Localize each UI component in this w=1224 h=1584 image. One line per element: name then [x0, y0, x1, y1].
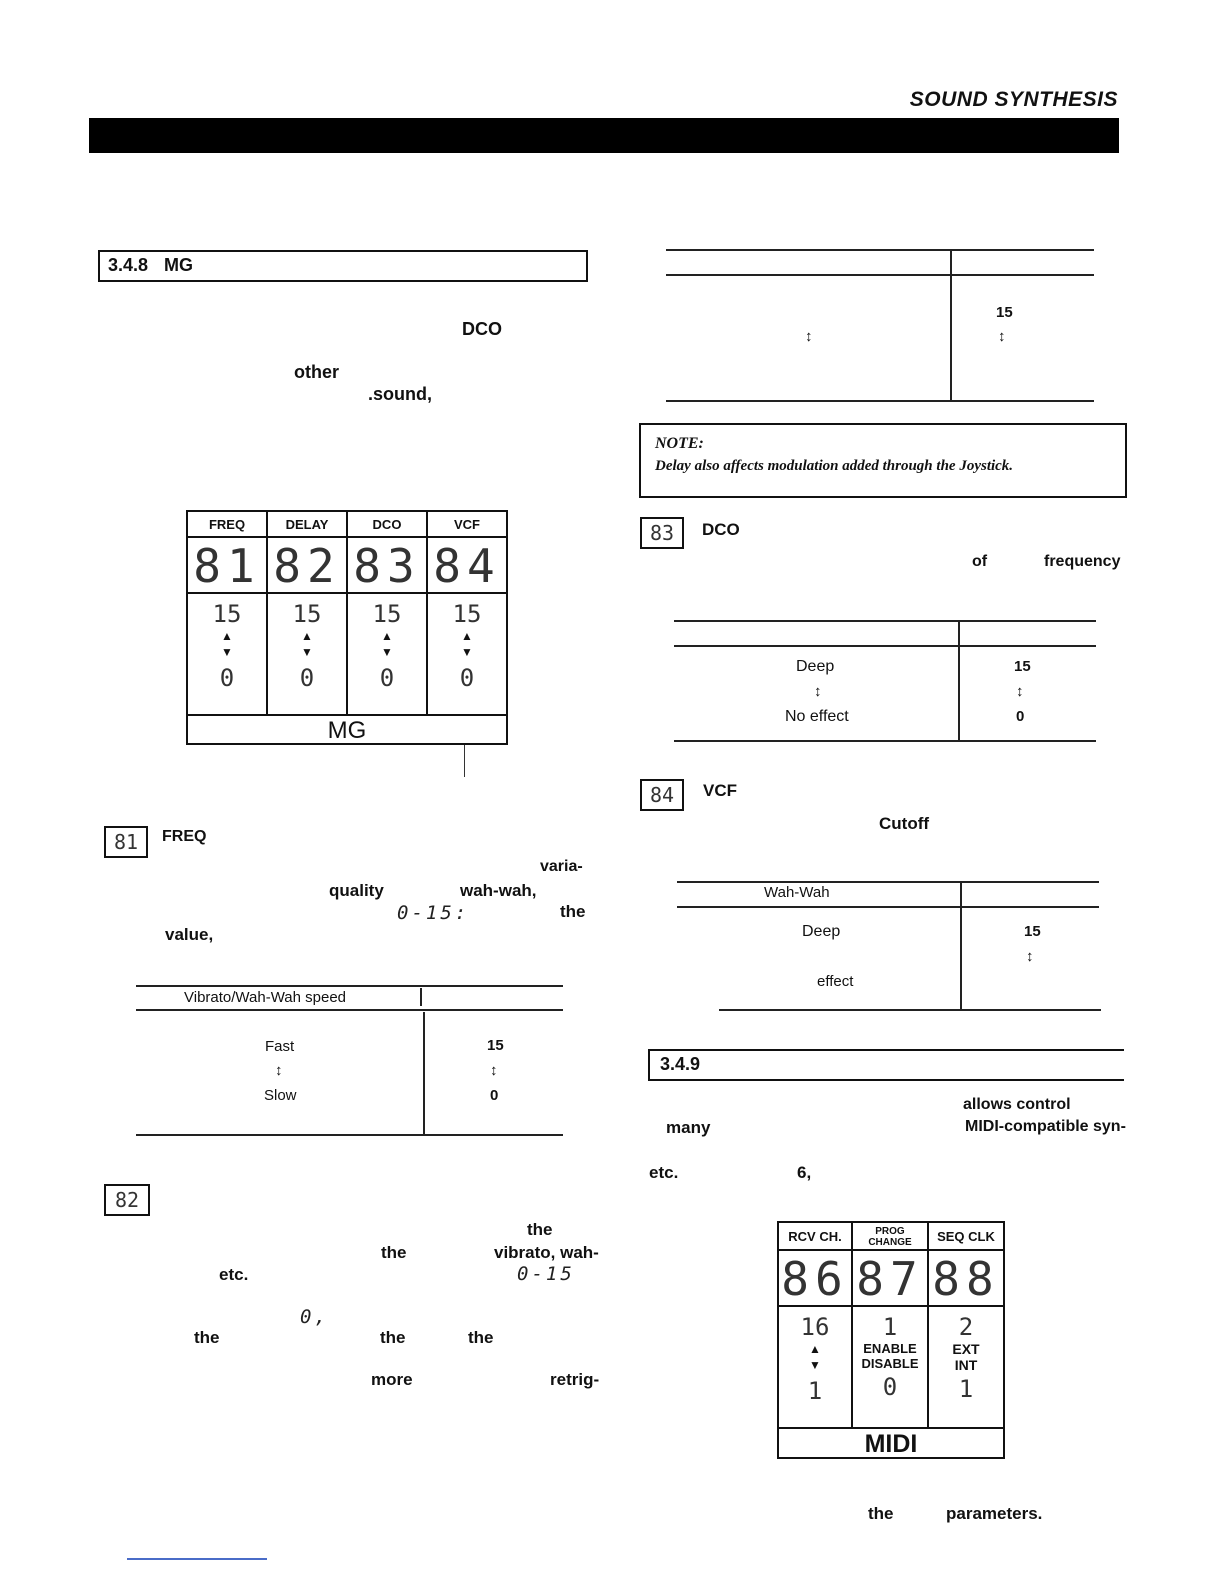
- text-fragment-other: other: [294, 362, 339, 382]
- top-table-arrow-left: ↕: [805, 328, 813, 345]
- midi-top-progchange: 1: [882, 1313, 898, 1341]
- freq-table-divider: [423, 1012, 425, 1136]
- header-bar: [89, 118, 1119, 153]
- mg-range-delay: [266, 592, 348, 716]
- text-fragment-the-2: the: [381, 1243, 407, 1262]
- freq-table-header-divider: [420, 988, 422, 1006]
- mg-display-81: [186, 536, 268, 594]
- midi-ext-label: EXT: [952, 1341, 980, 1357]
- badge-82: 82: [104, 1184, 150, 1216]
- dco-table-divider: [958, 620, 960, 742]
- mg-panel-vcf-header: [426, 510, 508, 538]
- mg-footer-label: MG: [327, 717, 367, 744]
- midi-panel-footer: [777, 1427, 1005, 1459]
- mg-min-delay: 0: [299, 664, 315, 692]
- up-arrow-icon: ▲: [381, 629, 393, 643]
- up-arrow-icon: ▲: [461, 629, 473, 643]
- text-fragment-the-5: the: [468, 1328, 494, 1347]
- midi-range-progchange: [851, 1305, 929, 1429]
- mg-panel-dco-header: [346, 510, 428, 538]
- vcf-row-effect-label: effect: [817, 973, 854, 990]
- note-box: [639, 423, 1127, 498]
- section-heading-midi: [648, 1049, 1124, 1081]
- midi-range-seqclk: [927, 1305, 1005, 1429]
- dco-table-top-rule: [674, 620, 1096, 622]
- midi-code-88: 88: [932, 1252, 1000, 1306]
- midi-int-label: INT: [954, 1357, 978, 1373]
- mg-max-dco: 15: [372, 600, 402, 628]
- section-number: 3.4.8: [108, 255, 149, 275]
- midi-bottom-rcvch: 1: [807, 1377, 823, 1405]
- text-fragment-zero: 0,: [300, 1306, 329, 1328]
- text-fragment-more: more: [371, 1370, 413, 1389]
- mg-display-83: [346, 536, 428, 594]
- badge-83: 83: [640, 517, 684, 549]
- dco-row-noeffect-value: 0: [1016, 708, 1025, 725]
- midi-display-88: [927, 1249, 1005, 1307]
- vcf-table-header: Wah-Wah: [764, 884, 830, 901]
- mg-label-freq: FREQ: [208, 517, 246, 532]
- note-text: Delay also affects modulation added through the Joystick.: [655, 458, 1014, 474]
- text-fragment-of: of: [972, 553, 988, 570]
- dco-row-arrow-value: ↕: [1016, 683, 1024, 700]
- text-fragment-compat: MIDI-compatible syn-: [965, 1118, 1126, 1135]
- vcf-title: VCF: [703, 781, 737, 800]
- mg-code-82: 82: [273, 539, 341, 593]
- text-fragment-the-1: the: [527, 1220, 553, 1239]
- note-label: NOTE:: [655, 435, 704, 452]
- dco-table-header-rule: [674, 645, 1096, 647]
- vcf-table-header-rule: [677, 906, 1099, 908]
- text-fragment-sound: .sound,: [368, 384, 432, 404]
- vcf-row-arrow-value: ↕: [1026, 948, 1034, 965]
- text-fragment-allows: allows control: [963, 1096, 1071, 1113]
- midi-range-rcvch: [777, 1305, 853, 1429]
- mg-min-dco: 0: [379, 664, 395, 692]
- page-header-title: SOUND SYNTHESIS: [909, 88, 1118, 111]
- text-fragment-the-3: the: [194, 1328, 220, 1347]
- section-title: MG: [164, 255, 193, 275]
- freq-table-bottom-rule: [136, 1134, 563, 1136]
- midi-label-rcvch: RCV CH.: [788, 1229, 842, 1244]
- text-fragment-frequency: frequency: [1044, 553, 1121, 570]
- vcf-table-divider: [960, 881, 962, 1009]
- text-fragment-vibrato: vibrato, wah-: [494, 1243, 599, 1262]
- text-fragment-many: many: [666, 1118, 711, 1137]
- text-fragment-the: the: [560, 902, 586, 921]
- mg-min-vcf: 0: [459, 664, 475, 692]
- down-arrow-icon: ▼: [381, 645, 393, 659]
- text-fragment-midi-etc: etc.: [649, 1163, 679, 1182]
- mg-display-84: [426, 536, 508, 594]
- text-fragment-parameters: parameters.: [946, 1504, 1043, 1523]
- midi-bottom-seqclk: 1: [958, 1375, 974, 1403]
- midi-display-87: [851, 1249, 929, 1307]
- mg-label-dco: DCO: [372, 517, 402, 532]
- text-fragment-etc: etc.: [219, 1265, 249, 1284]
- section-heading-mg: [98, 250, 588, 282]
- vcf-row-deep-label: Deep: [802, 923, 841, 940]
- up-arrow-icon: ▲: [301, 629, 313, 643]
- midi-code-87: 87: [856, 1252, 924, 1306]
- freq-title: FREQ: [162, 828, 207, 845]
- midi-display-86: [777, 1249, 853, 1307]
- midi-header-progchange: [851, 1221, 929, 1251]
- midi-header-seqclk: [927, 1221, 1005, 1251]
- mg-label-vcf: VCF: [454, 517, 480, 532]
- dco-row-noeffect-label: No effect: [785, 708, 849, 725]
- dco-row-deep-value: 15: [1014, 658, 1031, 675]
- top-table-header-rule: [666, 274, 1094, 276]
- midi-header-rcvch: [777, 1221, 853, 1251]
- mg-panel-freq-header: [186, 510, 268, 538]
- mg-display-82: [266, 536, 348, 594]
- midi-disable-label: DISABLE: [861, 1356, 919, 1371]
- top-table-arrow-right: ↕: [998, 328, 1006, 345]
- vcf-table-top-rule: [677, 881, 1099, 883]
- up-arrow-icon: ▲: [809, 1342, 821, 1356]
- freq-row-arrow-label: ↕: [275, 1062, 283, 1079]
- mg-range-freq: [186, 592, 268, 716]
- midi-panel: [777, 1221, 1005, 1459]
- down-arrow-icon: ▼: [221, 645, 233, 659]
- vcf-row-deep-value: 15: [1024, 923, 1041, 940]
- midi-section-number: 3.4.9: [660, 1054, 701, 1074]
- mg-label-delay: DELAY: [285, 517, 329, 532]
- midi-code-86: 86: [781, 1252, 849, 1306]
- mg-code-83: 83: [353, 539, 421, 593]
- text-fragment-midi-the: the: [868, 1504, 894, 1523]
- mg-panel-delay-header: [266, 510, 348, 538]
- text-fragment-quality: quality: [329, 881, 384, 900]
- badge-81: 81: [104, 826, 148, 858]
- freq-table-header-rule: [136, 1009, 563, 1011]
- dco-table-bottom-rule: [674, 740, 1096, 742]
- down-arrow-icon: ▼: [461, 645, 473, 659]
- mg-max-vcf: 15: [452, 600, 482, 628]
- freq-row-fast-value: 15: [487, 1037, 504, 1054]
- freq-row-slow-value: 0: [490, 1087, 499, 1104]
- up-arrow-icon: ▲: [221, 629, 233, 643]
- text-fragment-delay-range: 0-15: [517, 1263, 575, 1285]
- down-arrow-icon: ▼: [809, 1358, 821, 1372]
- down-arrow-icon: ▼: [301, 645, 313, 659]
- top-table-bottom-rule: [666, 400, 1094, 402]
- mg-min-freq: 0: [219, 664, 235, 692]
- page-footer-rule: [127, 1558, 267, 1560]
- panel-pointer-line: [464, 745, 465, 777]
- midi-label-seqclk: SEQ CLK: [937, 1229, 995, 1244]
- text-fragment-varia: varia-: [540, 858, 583, 875]
- text-fragment-six: 6,: [797, 1163, 812, 1182]
- text-fragment-the-4: the: [380, 1328, 406, 1347]
- top-table-top-rule: [666, 249, 1094, 251]
- midi-top-seqclk: 2: [958, 1313, 974, 1341]
- mg-code-81: 81: [193, 539, 261, 593]
- mg-range-vcf: [426, 592, 508, 716]
- dco-row-deep-label: Deep: [796, 658, 835, 675]
- top-table-max: 15: [996, 304, 1013, 321]
- text-fragment-value: value,: [165, 925, 214, 944]
- freq-row-slow-label: Slow: [264, 1087, 297, 1104]
- mg-panel-footer: [186, 714, 508, 745]
- midi-label-progchange: PROG CHANGE: [868, 1226, 912, 1248]
- top-table-divider: [950, 249, 952, 401]
- freq-table-header: Vibrato/Wah-Wah speed: [184, 989, 347, 1006]
- freq-table-top-rule: [136, 985, 563, 987]
- midi-footer-label: MIDI: [864, 1430, 918, 1458]
- vcf-table-bottom-rule: [719, 1009, 1101, 1011]
- midi-top-rcvch: 16: [800, 1313, 830, 1341]
- text-fragment-range: 0-15:: [397, 902, 470, 924]
- mg-max-delay: 15: [292, 600, 322, 628]
- midi-enable-label: ENABLE: [863, 1341, 917, 1356]
- text-fragment-dco: DCO: [462, 319, 502, 339]
- freq-row-fast-label: Fast: [265, 1038, 295, 1055]
- text-fragment-cutoff: Cutoff: [879, 814, 930, 833]
- text-fragment-retrig: retrig-: [550, 1370, 600, 1389]
- midi-bottom-progchange: 0: [882, 1373, 898, 1401]
- freq-row-arrow-value: ↕: [490, 1062, 498, 1079]
- text-fragment-wahwah: wah-wah,: [460, 881, 537, 900]
- dco-title: DCO: [702, 520, 740, 539]
- mg-max-freq: 15: [212, 600, 242, 628]
- mg-range-dco: [346, 592, 428, 716]
- mg-panel: [186, 510, 508, 745]
- mg-code-84: 84: [433, 539, 501, 593]
- dco-row-arrow-label: ↕: [814, 683, 822, 700]
- badge-84: 84: [640, 779, 684, 811]
